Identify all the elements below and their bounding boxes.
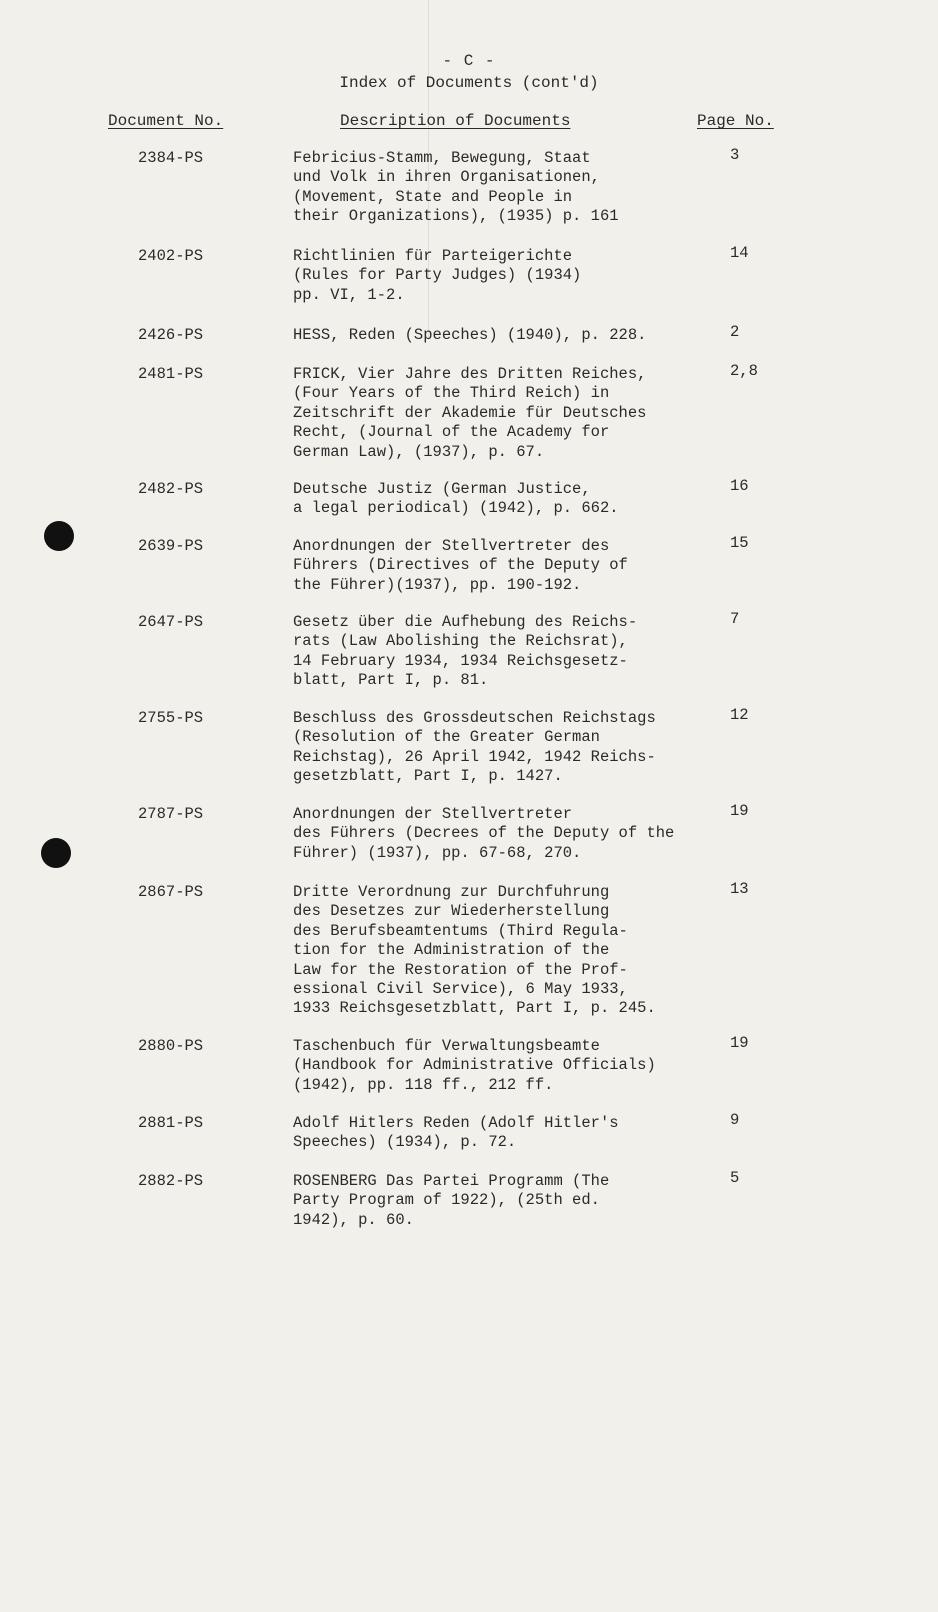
document-number: 2482-PS (138, 480, 204, 498)
description-line: (Movement, State and People in (293, 187, 573, 206)
description-line: (Handbook for Administrative Officials) (293, 1056, 656, 1075)
document-number: 2384-PS (138, 149, 204, 167)
description-line: Anordnungen der Stellvertreter (293, 805, 573, 823)
document-description (293, 883, 713, 1019)
document-number: 2755-PS (138, 709, 204, 727)
document-description (293, 365, 713, 462)
document-description (293, 1114, 713, 1153)
document-description (293, 1037, 713, 1095)
description-line: und Volk in ihren Organisationen, (293, 168, 600, 187)
page-mark: - C - (442, 52, 496, 70)
description-line: Reichstag), 26 April 1942, 1942 Reichs- (293, 747, 656, 766)
description-line: gesetzblatt, Part I, p. 1427. (293, 767, 563, 786)
description-line: Zeitschrift der Akademie für Deutsches (293, 403, 647, 422)
description-line: Führers (Directives of the Deputy of (293, 556, 628, 575)
document-description (293, 805, 713, 863)
document-description (293, 709, 713, 787)
description-line: 1942), p. 60. (293, 1210, 414, 1229)
description-line: Recht, (Journal of the Academy for (293, 423, 610, 442)
page-number: 2 (730, 323, 740, 341)
document-number: 2481-PS (138, 365, 204, 383)
document-number: 2882-PS (138, 1172, 204, 1190)
punch-hole (44, 521, 74, 551)
description-line: (Four Years of the Third Reich) in (293, 384, 610, 403)
page-number: 13 (730, 880, 749, 898)
document-number: 2647-PS (138, 613, 204, 631)
document-description (293, 537, 713, 595)
document-description (293, 326, 713, 345)
page-title: Index of Documents (cont'd) (339, 74, 599, 92)
description-line: des Berufsbeamtentums (Third Regula- (293, 921, 628, 940)
column-header-document-no: Document No. (108, 112, 224, 130)
description-line: (1942), pp. 118 ff., 212 ff. (293, 1075, 554, 1094)
description-line: essional Civil Service), 6 May 1933, (293, 980, 628, 999)
page-number: 14 (730, 244, 749, 262)
page-number: 9 (730, 1111, 740, 1129)
document-description (293, 1172, 713, 1230)
description-line: Party Program of 1922), (25th ed. (293, 1191, 600, 1210)
document-number: 2402-PS (138, 247, 204, 265)
description-line: Adolf Hitlers Reden (Adolf Hitler's (293, 1114, 619, 1132)
description-line: Deutsche Justiz (German Justice, (293, 480, 591, 498)
document-description (293, 613, 713, 691)
page-number: 16 (730, 477, 749, 495)
document-number: 2880-PS (138, 1037, 204, 1055)
page-number: 15 (730, 534, 749, 552)
description-line: Speeches) (1934), p. 72. (293, 1133, 517, 1152)
description-line: German Law), (1937), p. 67. (293, 442, 545, 461)
description-line: Richtlinien für Parteigerichte (293, 247, 573, 265)
page-number: 5 (730, 1169, 740, 1187)
description-line: Führer) (1937), pp. 67-68, 270. (293, 843, 582, 862)
document-description (293, 480, 713, 519)
description-line: a legal periodical) (1942), p. 662. (293, 499, 619, 518)
document-description (293, 247, 713, 305)
page-number: 3 (730, 146, 740, 164)
punch-hole (41, 838, 71, 868)
page-number: 19 (730, 802, 749, 820)
description-line: 1933 Reichsgesetzblatt, Part I, p. 245. (293, 999, 656, 1018)
document-number: 2867-PS (138, 883, 204, 901)
description-line: tion for the Administration of the (293, 941, 610, 960)
column-header-page-no: Page No. (697, 112, 774, 130)
document-number: 2787-PS (138, 805, 204, 823)
description-line: des Desetzes zur Wiederherstellung (293, 902, 610, 921)
description-line: the Führer)(1937), pp. 190-192. (293, 575, 582, 594)
description-line: blatt, Part I, p. 81. (293, 671, 489, 690)
document-number: 2426-PS (138, 326, 204, 344)
page-number: 19 (730, 1034, 749, 1052)
page-number: 7 (730, 610, 740, 628)
document-number: 2639-PS (138, 537, 204, 555)
document-description (293, 149, 713, 227)
description-line: Dritte Verordnung zur Durchfuhrung (293, 883, 610, 901)
description-line: pp. VI, 1-2. (293, 285, 405, 304)
document-number: 2881-PS (138, 1114, 204, 1132)
description-line: their Organizations), (1935) p. 161 (293, 207, 619, 226)
description-line: 14 February 1934, 1934 Reichsgesetz- (293, 651, 628, 670)
description-line: ROSENBERG Das Partei Programm (The (293, 1172, 610, 1190)
page-number: 12 (730, 706, 749, 724)
description-line: Law for the Restoration of the Prof- (293, 960, 628, 979)
description-line: Taschenbuch für Verwaltungsbeamte (293, 1037, 600, 1055)
description-line: HESS, Reden (Speeches) (1940), p. 228. (293, 326, 647, 344)
description-line: rats (Law Abolishing the Reichsrat), (293, 632, 628, 651)
page-number: 2,8 (730, 362, 758, 380)
description-line: Beschluss des Grossdeutschen Reichstags (293, 709, 656, 727)
description-line: des Führers (Decrees of the Deputy of the (293, 824, 675, 843)
description-line: Febricius-Stamm, Bewegung, Staat (293, 149, 591, 167)
description-line: (Rules for Party Judges) (1934) (293, 266, 582, 285)
description-line: (Resolution of the Greater German (293, 728, 600, 747)
description-line: Gesetz über die Aufhebung des Reichs- (293, 613, 638, 631)
description-line: FRICK, Vier Jahre des Dritten Reiches, (293, 365, 647, 383)
column-header-description: Description of Documents (340, 112, 571, 130)
description-line: Anordnungen der Stellvertreter des (293, 537, 610, 555)
